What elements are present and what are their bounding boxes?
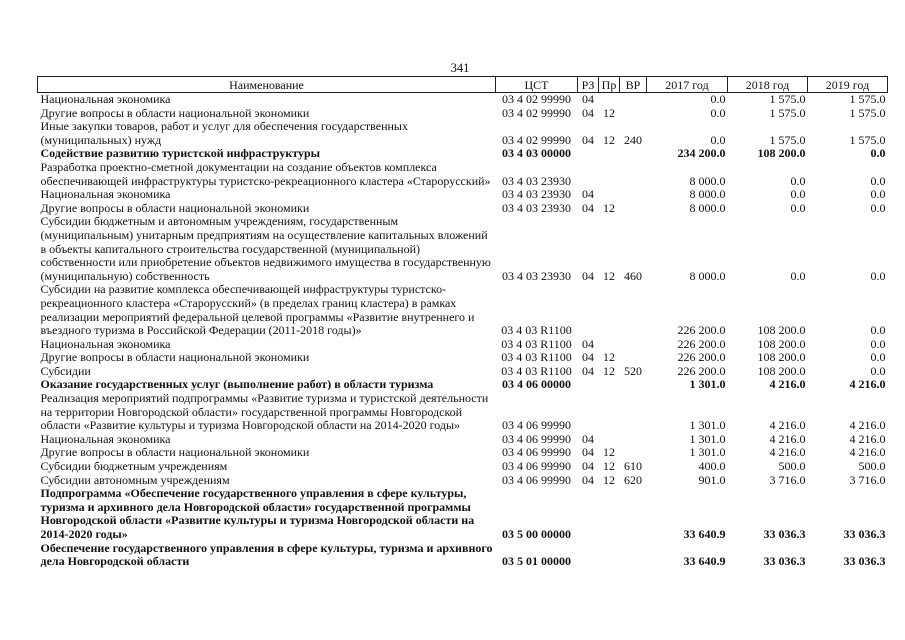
cell-2019: 4 216.0 (849, 378, 886, 392)
cell-name: Другие вопросы в области национальной экономики (40, 446, 310, 460)
cell-pr: 12 (603, 201, 615, 215)
cell-vr (620, 107, 647, 121)
cell-name: Подпрограмма «Обеспечение государственного управления в сфере культуры, туризма и архивного дела Новгородской области» государственной программы Новгородской области «Развитие культуры и туризма Новгородской области на 2014-2020 годы» (40, 487, 475, 541)
cell-cst: 03 4 02 99990 (502, 132, 571, 147)
cell-pr (599, 93, 620, 107)
column-header-2019: 2019 год (808, 77, 888, 93)
cell-2017: 226 200.0 (677, 364, 726, 378)
table-row (38, 392, 888, 433)
cell-2018: 0.0 (790, 173, 806, 188)
cell-2018: 108 200.0 (757, 351, 806, 365)
cell-vr: 460 (624, 268, 642, 283)
cell-name: Национальная экономика (40, 432, 171, 446)
cell-name: Национальная экономика (40, 188, 171, 202)
table-row (38, 93, 888, 107)
cell-vr (620, 487, 647, 541)
cell-vr (620, 161, 647, 188)
cell-cst: 03 4 03 00000 (502, 147, 571, 161)
table-body (38, 93, 888, 569)
cell-vr (620, 542, 647, 569)
table-row (38, 542, 888, 569)
cell-2019: 0.0 (870, 323, 886, 338)
cell-2017: 1 301.0 (689, 446, 726, 460)
cell-2017: 400.0 (698, 460, 726, 474)
cell-rz: 04 (582, 92, 594, 106)
cell-2017: 8 000.0 (689, 173, 726, 188)
table-row (38, 487, 888, 541)
cell-cst: 03 4 03 23930 (502, 268, 571, 283)
cell-2017: 33 640.9 (683, 554, 726, 569)
cell-rz: 04 (582, 473, 594, 487)
cell-name: Субсидии бюджетным учреждениям (40, 460, 228, 474)
cell-2017: 234 200.0 (677, 147, 726, 161)
page-number: 341 (450, 61, 470, 75)
cell-2018: 108 200.0 (757, 364, 806, 378)
cell-2017: 1 301.0 (689, 378, 726, 392)
cell-2017: 226 200.0 (677, 323, 726, 338)
cell-vr (620, 93, 647, 107)
cell-vr (620, 202, 647, 216)
cell-cst: 03 5 00 00000 (502, 527, 571, 541)
cell-rz: 04 (582, 188, 594, 202)
cell-rz (578, 161, 599, 188)
cell-name: Другие вопросы в области национальной экономики (40, 351, 310, 365)
cell-rz (578, 283, 599, 337)
column-header-vr: ВР (620, 77, 647, 93)
cell-cst: 03 4 03 R1100 (501, 323, 572, 338)
cell-cst: 03 4 06 99990 (502, 473, 571, 487)
cell-2018: 4 216.0 (769, 378, 806, 392)
cell-2017: 1 301.0 (689, 418, 726, 433)
cell-vr (620, 351, 647, 365)
cell-vr (620, 147, 647, 161)
cell-rz (578, 147, 599, 161)
cell-2019: 4 216.0 (849, 418, 886, 433)
cell-cst: 03 4 02 99990 (502, 106, 571, 120)
cell-2019: 33 036.3 (843, 554, 886, 569)
table-row (38, 107, 888, 121)
cell-name: Оказание государственных услуг (выполнение работ) в области туризма (40, 378, 434, 392)
cell-2019: 0.0 (870, 268, 886, 283)
cell-2018: 108 200.0 (757, 337, 806, 351)
cell-2017: 33 640.9 (683, 527, 726, 541)
table-row (38, 120, 888, 147)
cell-cst: 03 4 03 R1100 (501, 351, 572, 365)
cell-2017: 226 200.0 (677, 337, 726, 351)
table-row (38, 338, 888, 352)
cell-name: Субсидии автономным учреждениям (40, 473, 230, 487)
cell-2019: 0.0 (870, 173, 886, 188)
cell-rz (578, 542, 599, 569)
column-header-pr: Пр (599, 77, 620, 93)
cell-2019: 33 036.3 (843, 527, 886, 541)
cell-vr (620, 188, 647, 202)
cell-2019: 0.0 (870, 337, 886, 351)
cell-2018: 33 036.3 (763, 527, 806, 541)
cell-2018: 108 200.0 (757, 323, 806, 338)
cell-pr (599, 433, 620, 447)
cell-cst: 03 4 06 99990 (502, 460, 571, 474)
cell-pr (599, 378, 620, 392)
column-header-2018: 2018 год (728, 77, 808, 93)
cell-pr (599, 487, 620, 541)
cell-cst: 03 4 03 23930 (502, 188, 571, 202)
cell-2017: 0.0 (710, 132, 726, 147)
cell-2017: 0.0 (710, 92, 726, 106)
cell-rz: 04 (582, 364, 594, 378)
cell-rz: 04 (582, 337, 594, 351)
cell-2019: 0.0 (870, 364, 886, 378)
cell-cst: 03 5 01 00000 (502, 554, 571, 569)
cell-2018: 1 575.0 (769, 132, 806, 147)
cell-vr: 610 (624, 460, 642, 474)
cell-2018: 0.0 (790, 201, 806, 215)
cell-cst: 03 4 06 00000 (502, 378, 571, 392)
table-row (38, 446, 888, 460)
cell-name: Субсидии бюджетным и автономным учреждениям, государственным (муниципальным) унитарным предприятиям на осуществление капитальных вложений в объекты капитального строительства государственной (муниципальной) собственности или приобретение объектов недвижимого имущества в государственную (муниципальную) собственность (40, 215, 491, 283)
cell-pr (599, 283, 620, 337)
cell-name: Обеспечение государственного управления в сфере культуры, туризма и архивного дела Новгородской области (40, 541, 493, 569)
cell-name: Реализация мероприятий подпрограммы «Развитие туризма и туристской деятельности на территории Новгородской области» государственной программы Новгородской области «Развитие культуры и туризма Новгородской области на 2014-2020 годы» (40, 392, 489, 433)
cell-name: Содействие развитию туристской инфраструктуры (40, 147, 321, 161)
cell-rz: 04 (582, 268, 594, 283)
cell-name: Субсидии (40, 364, 91, 378)
cell-rz: 04 (582, 132, 594, 147)
cell-vr: 240 (624, 132, 642, 147)
cell-pr: 12 (603, 351, 615, 365)
table-row (38, 215, 888, 283)
cell-2019: 0.0 (870, 188, 886, 202)
cell-pr (599, 542, 620, 569)
table-row (38, 188, 888, 202)
cell-pr: 12 (603, 473, 615, 487)
budget-table (37, 76, 888, 569)
cell-2018: 108 200.0 (757, 147, 806, 161)
cell-pr: 12 (603, 460, 615, 474)
cell-pr (599, 147, 620, 161)
table-row (38, 378, 888, 392)
column-header-name: Наименование (38, 77, 496, 93)
cell-pr: 12 (603, 446, 615, 460)
cell-rz: 04 (582, 446, 594, 460)
table-header-row (38, 77, 888, 93)
table-row (38, 161, 888, 188)
cell-pr (599, 161, 620, 188)
cell-pr (599, 392, 620, 433)
cell-2019: 1 575.0 (849, 92, 886, 106)
cell-name: Другие вопросы в области национальной экономики (40, 106, 310, 120)
table-row (38, 147, 888, 161)
cell-2018: 1 575.0 (769, 92, 806, 106)
cell-rz (578, 487, 599, 541)
cell-vr: 520 (624, 364, 642, 378)
cell-rz: 04 (582, 351, 594, 365)
cell-rz (578, 392, 599, 433)
cell-cst: 03 4 06 99990 (502, 446, 571, 460)
cell-2019: 1 575.0 (849, 106, 886, 120)
cell-2017: 8 000.0 (689, 188, 726, 202)
cell-vr (620, 433, 647, 447)
cell-vr (620, 378, 647, 392)
cell-2017: 1 301.0 (689, 432, 726, 446)
cell-cst: 03 4 03 23930 (502, 173, 571, 188)
column-header-cst: ЦСТ (496, 77, 578, 93)
cell-2018: 4 216.0 (769, 446, 806, 460)
cell-2017: 0.0 (710, 106, 726, 120)
cell-2019: 0.0 (870, 201, 886, 215)
cell-vr (620, 446, 647, 460)
cell-2018: 0.0 (790, 268, 806, 283)
cell-name: Иные закупки товаров, работ и услуг для обеспечения государственных (муниципальных) нужд (40, 120, 408, 147)
cell-pr (599, 188, 620, 202)
cell-2019: 0.0 (870, 147, 886, 161)
cell-2019: 3 716.0 (849, 473, 886, 487)
table-row (38, 202, 888, 216)
cell-name: Другие вопросы в области национальной экономики (40, 201, 310, 215)
table-row (38, 460, 888, 474)
cell-pr (599, 338, 620, 352)
cell-rz: 04 (582, 106, 594, 120)
cell-2017: 8 000.0 (689, 201, 726, 215)
cell-name: Национальная экономика (40, 337, 171, 351)
table-row (38, 474, 888, 488)
cell-2018: 500.0 (778, 460, 806, 474)
cell-rz (578, 378, 599, 392)
cell-2017: 901.0 (698, 473, 726, 487)
table-row (38, 283, 888, 337)
cell-cst: 03 4 06 99990 (502, 418, 571, 433)
cell-vr (620, 392, 647, 433)
table-row (38, 351, 888, 365)
table-row (38, 433, 888, 447)
cell-2019: 4 216.0 (849, 432, 886, 446)
table-row (38, 365, 888, 379)
cell-cst: 03 4 02 99990 (502, 92, 571, 106)
cell-2018: 4 216.0 (769, 418, 806, 433)
cell-2018: 1 575.0 (769, 106, 806, 120)
cell-pr: 12 (603, 132, 615, 147)
cell-pr: 12 (603, 106, 615, 120)
cell-rz: 04 (582, 201, 594, 215)
cell-vr (620, 338, 647, 352)
cell-2019: 0.0 (870, 351, 886, 365)
cell-pr: 12 (603, 364, 615, 378)
cell-cst: 03 4 06 99990 (502, 432, 571, 446)
cell-2019: 4 216.0 (849, 446, 886, 460)
cell-2017: 8 000.0 (689, 268, 726, 283)
column-header-rz: РЗ (578, 77, 599, 93)
cell-2018: 4 216.0 (769, 432, 806, 446)
cell-cst: 03 4 03 23930 (502, 201, 571, 215)
cell-cst: 03 4 03 R1100 (501, 364, 572, 378)
column-header-2017: 2017 год (647, 77, 728, 93)
cell-name: Разработка проектно-сметной документации на создание объектов комплекса обеспечивающей инфраструктуры туристско-рекреационного кластера «Старорусский» (40, 160, 491, 188)
cell-cst: 03 4 03 R1100 (501, 337, 572, 351)
cell-rz: 04 (582, 432, 594, 446)
cell-2018: 33 036.3 (763, 554, 806, 569)
cell-vr: 620 (624, 473, 642, 487)
cell-vr (620, 283, 647, 337)
cell-2018: 0.0 (790, 188, 806, 202)
cell-2017: 226 200.0 (677, 351, 726, 365)
cell-rz: 04 (582, 460, 594, 474)
cell-2019: 500.0 (858, 460, 886, 474)
cell-name: Национальная экономика (40, 92, 171, 106)
cell-2018: 3 716.0 (769, 473, 806, 487)
cell-pr: 12 (603, 268, 615, 283)
cell-2019: 1 575.0 (849, 132, 886, 147)
cell-name: Субсидии на развитие комплекса обеспечивающей инфраструктуры туристско-рекреационного кластера «Старорусский» (в пределах границ кластера) в рамках реализации мероприятий федеральной целевой программы «Развитие внутреннего и въездного туризма в Российской Федерации (2011-2018 годы)» (40, 283, 475, 338)
